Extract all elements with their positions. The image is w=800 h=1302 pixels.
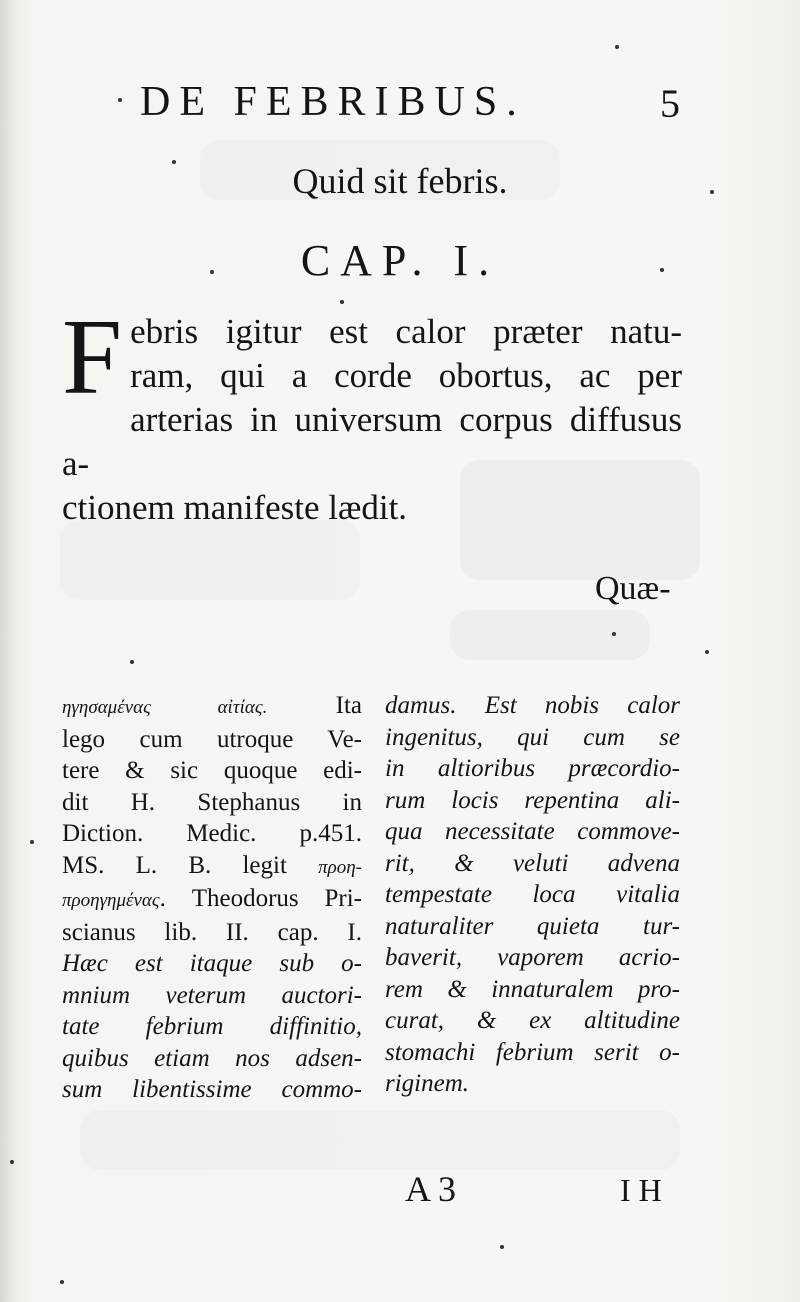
footnote-line: lego cum utroque Ve-: [62, 725, 362, 753]
footnote-right-column: [385, 690, 680, 1100]
footnote-line: qua necessitate commove-: [385, 818, 680, 845]
ink-speck: [130, 660, 134, 664]
chapter-heading: CAP. I.: [300, 236, 500, 285]
footnote-line: [62, 690, 362, 724]
show-through-smudge: [60, 520, 360, 600]
show-through-smudge: [80, 1110, 680, 1170]
footnote-line: rum locis repentina ali-: [385, 786, 680, 814]
drop-capital: F: [62, 298, 123, 417]
greek-text: ηγησαμέvας αἰτίας.: [62, 697, 268, 718]
footnote-text: MS. L. B. legit: [62, 851, 287, 879]
footnote-line: rem & innaturalem pro-: [385, 975, 680, 1003]
footnote-line: naturaliter quieta tur-: [385, 912, 680, 940]
main-paragraph: [62, 298, 682, 530]
footer-mark: I H: [620, 1172, 662, 1208]
ink-speck: [118, 98, 122, 102]
running-head-title: DE FEBRIBUS.: [140, 79, 526, 125]
signature-mark: A 3: [405, 1169, 457, 1209]
ink-speck: [60, 1280, 64, 1284]
show-through-smudge: [450, 610, 650, 660]
footnote-line: riginem.: [385, 1070, 470, 1097]
footnote-line: damus. Est nobis calor: [385, 692, 680, 719]
main-line: ebris igitur est calor præter natu-: [130, 312, 682, 351]
footnote-line: baverit, vaporem acrio-: [385, 944, 680, 971]
footnote-line: mnium veterum auctori-: [62, 981, 362, 1009]
footnote-line: Hæc est itaque sub o-: [62, 950, 362, 977]
greek-text: προη-: [318, 856, 363, 878]
footnote-line: sum libentissime commo-: [62, 1076, 362, 1103]
footnote-line: quibus etiam nos adsen-: [62, 1044, 362, 1072]
ink-speck: [172, 160, 176, 164]
footnote-line: tempestate loca vitalia: [385, 881, 680, 908]
page-number: 5: [660, 81, 680, 126]
footnote-line: curat, & ex altitudine: [385, 1007, 680, 1034]
footnote-text: Ita: [335, 692, 362, 719]
footnote-line: tate febrium diffinitio,: [62, 1013, 362, 1040]
footnote-line: Diction. Medic. p.451.: [62, 820, 362, 847]
footnote-line: [62, 883, 362, 917]
ink-speck: [612, 632, 616, 636]
main-line: ram, qui a corde obortus, ac per: [130, 356, 682, 395]
ink-speck: [500, 1245, 504, 1249]
ink-speck: [710, 190, 714, 194]
footnote-line: in altioribus præcordio-: [385, 755, 680, 782]
catchword: Quæ-: [595, 570, 671, 607]
footnote-line: ingenitus, qui cum se: [385, 723, 680, 751]
footnote-line: scianus lib. II. cap. I.: [62, 918, 362, 946]
footnote-line: stomachi febrium serit o-: [385, 1038, 680, 1066]
ink-speck: [30, 840, 34, 844]
main-line: arterias in universum corpus diffusus a-: [62, 400, 682, 483]
footnote-line: rit, & veluti advena: [385, 849, 680, 877]
ink-speck: [210, 270, 214, 274]
footnote-text: . Theodorus Pri-: [159, 885, 362, 912]
footnote-line: tere & sic quoque edi-: [62, 757, 362, 784]
ink-speck: [340, 300, 344, 304]
ink-speck: [10, 1160, 14, 1164]
ink-speck: [705, 650, 709, 654]
footnote-left-column: [62, 690, 362, 1106]
greek-text: προηγημένας: [62, 890, 160, 911]
footnote-line: [62, 850, 362, 884]
footnote-line: dit H. Stephanus in: [62, 788, 362, 816]
ink-speck: [660, 268, 664, 272]
main-line: ctionem manifeste lædit.: [62, 488, 408, 527]
section-subtitle: Quid sit febris.: [292, 161, 508, 201]
ink-speck: [615, 45, 619, 49]
